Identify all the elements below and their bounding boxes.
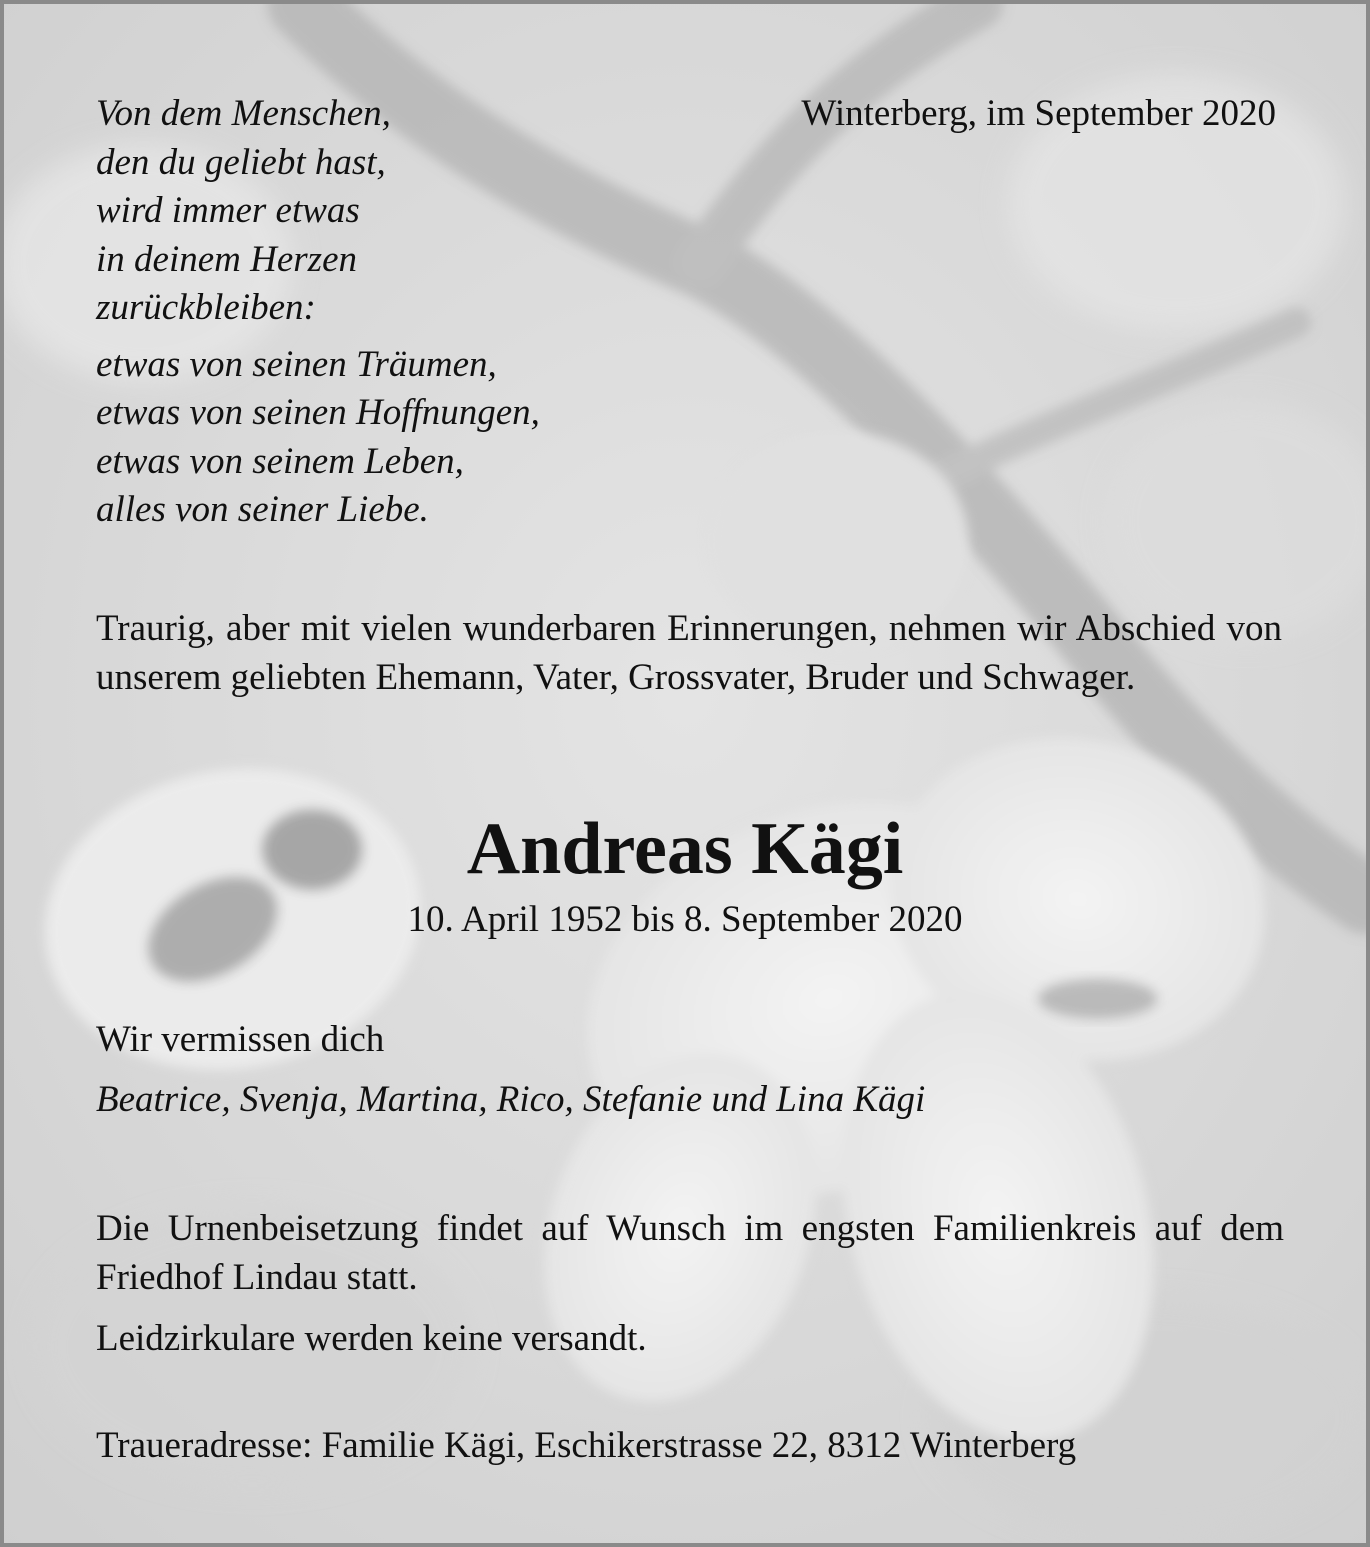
poem (96, 90, 540, 535)
place-and-date: Winterberg, im September 2020 (801, 93, 1276, 134)
family-names: Beatrice, Svenja, Martina, Rico, Stefanie und Lina Kägi (96, 1079, 926, 1120)
poem-line: alles von seiner Liebe. (96, 489, 429, 530)
life-dates: 10. April 1952 bis 8. September 2020 (407, 899, 963, 940)
deceased-name: Andreas Kägi (466, 808, 904, 890)
poem-line: den du geliebt hast, (96, 141, 386, 183)
poem-line: wird immer etwas (96, 190, 360, 231)
poem-line: etwas von seinen Träumen, (96, 343, 497, 385)
poem-stanza-2 (96, 341, 540, 535)
poem-line: in deinem Herzen (96, 238, 357, 280)
circulars-note: Leidzirkulare werden keine versandt. (96, 1318, 647, 1359)
closing-line: Wir vermissen dich (96, 1019, 385, 1060)
poem-line: etwas von seinen Hoffnungen, (96, 392, 540, 433)
mourning-address: Traueradresse: Familie Kägi, Eschikerstrasse 22, 8312 Winterberg (96, 1425, 1077, 1466)
poem-line: zurückbleiben: (96, 287, 316, 328)
burial-info: Die Urnenbeisetzung findet auf Wunsch im engsten Familienkreis auf dem Friedhof Lindau statt. (96, 1208, 1284, 1298)
poem-stanza-1 (96, 90, 540, 333)
farewell-message: Traurig, aber mit vielen wunderbaren Erinnerungen, nehmen wir Abschied von unserem geliebten Ehemann, Vater, Grossvater, Bruder und Schwager. (96, 608, 1282, 698)
poem-line: Von dem Menschen, (96, 93, 391, 134)
notice-content (4, 4, 1366, 1543)
poem-line: etwas von seinem Leben, (96, 440, 464, 482)
